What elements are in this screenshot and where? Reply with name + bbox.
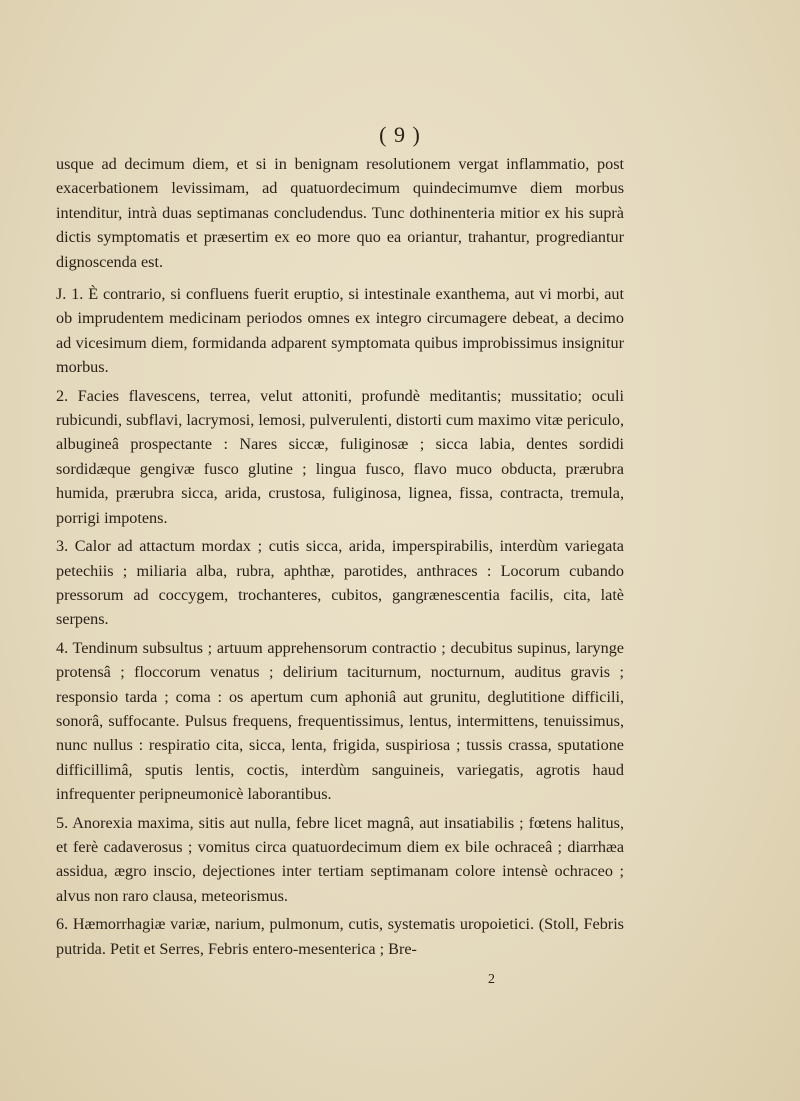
paragraph-3: 3. Calor ad attactum mordax ; cutis sicca, arida, imperspirabilis, interdùm variegata petechiis ; miliaria alba, rubra, aphthæ, parotides, anthraces : Locorum cubando pressorum ad coccygem, trochanteres, cubitos, gangrænescentia facilis, cita, latè serpens. bbox=[56, 537, 624, 629]
paragraph-4: 4. Tendinum subsultus ; artuum apprehensorum contractio ; decubitus supinus, larynge protensâ ; floccorum venatus ; delirium taciturnum, nocturnum, auditus gravis ; responsio tarda ; coma : os apertum cum aphoniâ aut grunitu, deglutitione difficili, sonorâ, suffocante. Pulsus frequens, frequentissimus, lentus, intermittens, tenuissimus, nunc nullus : respiratio cita, sicca, lenta, frigida, suspiriosa ; tussis crassa, sputatione difficillimâ, sputis lentis, coctis, interdùm sanguineis, variegatis, agrotis haud infrequenter peripneumonicè laborantibus. bbox=[56, 638, 624, 804]
signature-mark: 2 bbox=[488, 972, 495, 987]
body-text bbox=[56, 152, 624, 965]
paragraph-6: 6. Hæmorrhagiæ variæ, narium, pulmonum, cutis, systematis uropoietici. (Stoll, Febris putrida. Petit et Serres, Febris entero-mesenterica ; Bre- bbox=[56, 915, 624, 958]
paragraph-1: J. 1. È contrario, si confluens fuerit eruptio, si intestinale exanthema, aut vi morbi, aut ob imprudentem medicinam periodos omnes ex integro circumagere debeat, a decimo ad vicesimum diem, formidanda adparent symptomata quibus improbissimus insignitur morbus. bbox=[56, 285, 624, 377]
paragraph-5: 5. Anorexia maxima, sitis aut nulla, febre licet magnâ, aut insatiabilis ; fœtens halitus, et ferè cadaverosus ; vomitus circa quatuordecimum diem ex bile ochraceâ ; diarrhæa assidua, ægro inscio, dejectiones inter tertiam septimanam colore intensè ochraceo ; alvus non raro clausa, meteorismus. bbox=[56, 813, 624, 905]
page-number: ( 9 ) bbox=[379, 122, 421, 147]
paragraph-intro: usque ad decimum diem, et si in benignam resolutionem vergat inflammatio, post exacerbationem levissimam, ad quatuordecimum quindecimumve diem morbus intenditur, intrà duas septimanas concludendus. Tunc dothinenteria mitior ex his suprà dictis symptomatis et præsertim ex eo more quo ea oriantur, trahantur, progrediantur dignoscenda est. bbox=[56, 155, 624, 271]
paragraph-2: 2. Facies flavescens, terrea, velut attoniti, profundè meditantis; mussitatio; oculi rubicundi, subflavi, lacrymosi, lemosi, pulverulenti, distorti cum maximo vitæ periculo, albugineâ prospectante : Nares siccæ, fuliginosæ ; sicca labia, dentes sordidi sordidæque gengivæ fusco glutine ; lingua fusco, flavo muco obducta, prærubra humida, prærubra sicca, arida, crustosa, fuliginosa, lignea, fissa, contracta, tremula, porrigi impotens. bbox=[56, 386, 624, 527]
